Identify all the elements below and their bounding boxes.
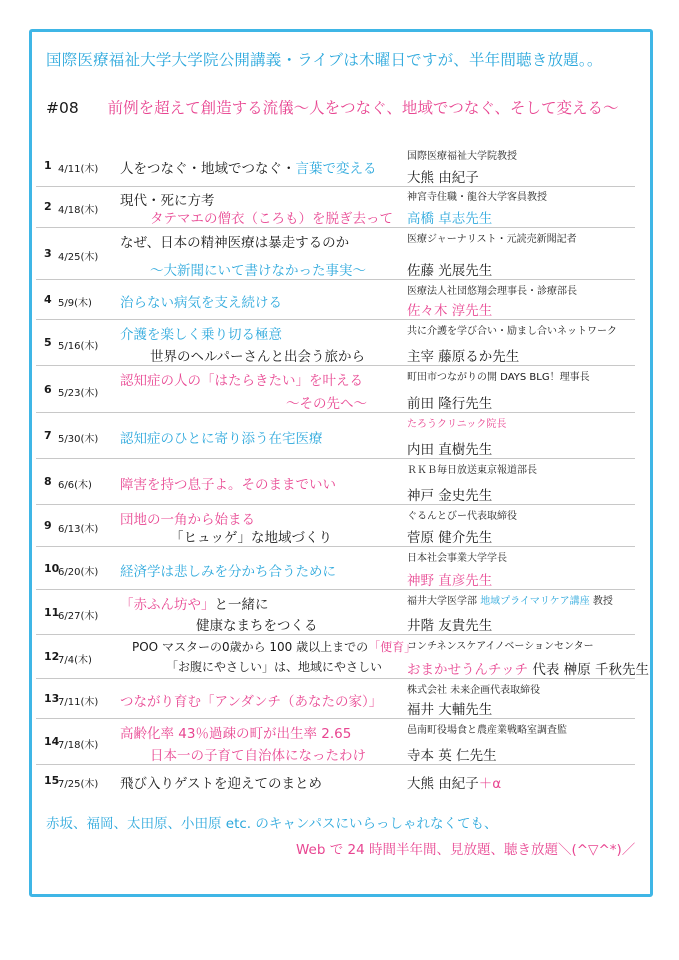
speaker-affiliation — [407, 188, 547, 203]
text-run: 〜大新聞にいて書けなかった事実〜 — [150, 263, 366, 279]
series-subtitle — [46, 96, 619, 118]
speaker-affiliation — [407, 415, 506, 430]
speaker-name — [407, 438, 492, 458]
text-run: 前田 隆行先生 — [407, 396, 493, 412]
lecture-row — [36, 145, 641, 187]
text-run: 「便育」 — [368, 640, 417, 654]
text-run: 大熊 由紀子 — [407, 170, 479, 186]
text-run: おまかせうんチッチ — [407, 662, 529, 678]
lecture-number: 11 — [44, 606, 60, 619]
text-run: 「赤ふん坊や」 — [120, 597, 215, 613]
lecture-row — [36, 186, 641, 228]
lecture-date: 5/16(木) — [58, 341, 99, 352]
lecture-subtitle — [150, 744, 366, 764]
text-run: 日本一の子育て自治体になったわけ — [150, 748, 366, 764]
text-run: コンチネンスケアイノベーションセンター — [407, 641, 594, 652]
lecture-title — [120, 690, 382, 710]
text-run: 大熊 由紀子 — [407, 776, 479, 792]
lecture-subtitle — [170, 526, 332, 546]
lecture-title — [120, 722, 351, 742]
lecture-title — [120, 157, 377, 177]
text-run: 認知症のひとに寄り添う在宅医療 — [120, 431, 323, 447]
text-run: 医療ジャーナリスト・元読売新聞記者 — [407, 234, 577, 245]
text-run: 人をつなぐ・地域でつなぐ・ — [120, 161, 296, 177]
text-run: 団地の一角から始まる — [120, 512, 255, 528]
text-run: 福井 大輔先生 — [407, 702, 493, 718]
lecture-row — [36, 547, 641, 590]
lecture-number: 7 — [44, 429, 52, 442]
lecture-date: 6/20(木) — [58, 567, 99, 578]
text-run: ＲＫＢ毎日放送東京報道部長 — [407, 465, 537, 476]
text-run: 邑南町役場食と農産業戦略室調査監 — [407, 725, 567, 736]
lecture-row — [36, 459, 641, 505]
lecture-date: 4/18(木) — [58, 205, 99, 216]
lecture-date: 7/11(木) — [58, 697, 99, 708]
lecture-title — [120, 508, 255, 528]
speaker-affiliation — [407, 461, 537, 476]
speaker-name — [407, 772, 501, 792]
lecture-row — [36, 228, 641, 280]
speaker-affiliation — [407, 147, 517, 162]
text-run: なぜ、日本の精神医療は暴走するのか — [120, 235, 350, 251]
lecture-number: 8 — [44, 475, 52, 488]
lecture-title — [120, 473, 336, 493]
speaker-name — [407, 569, 492, 589]
lecture-row — [36, 280, 641, 320]
lecture-number: 15 — [44, 774, 60, 787]
text-run: 日本社会事業大学学長 — [407, 553, 507, 564]
lecture-row — [36, 590, 641, 635]
speaker-name — [407, 484, 492, 504]
lecture-title — [120, 560, 336, 580]
speaker-affiliation — [407, 230, 577, 245]
text-run: 教授 — [589, 596, 613, 607]
series-title: 前例を超えて創造する流儀〜人をつなぐ、地域でつなぐ、そして変える〜 — [107, 99, 619, 117]
speaker-affiliation — [407, 592, 613, 607]
lecture-number: 14 — [44, 735, 60, 748]
lecture-number: 6 — [44, 383, 52, 396]
text-run: タテマエの僧衣（ころも）を脱ぎ去って — [150, 211, 393, 227]
text-run: 神野 直彦先生 — [407, 573, 493, 589]
text-run: 井階 友貴先生 — [407, 618, 493, 634]
text-run: 障害を持つ息子よ。そのままでいい — [120, 477, 336, 493]
speaker-name — [407, 698, 492, 718]
lecture-title — [132, 638, 416, 655]
text-run: 経済学は悲しみを分かち合うために — [120, 564, 336, 580]
text-run: 医療法人社団悠翔会理事長・診療部長 — [407, 286, 577, 297]
text-run: ぐるんとびー代表取締役 — [407, 511, 517, 522]
text-run: 飛び入りゲストを迎えてのまとめ — [120, 776, 322, 792]
lecture-subtitle — [196, 614, 318, 634]
lecture-date: 7/25(木) — [58, 779, 99, 790]
text-run: 神戸 金史先生 — [407, 488, 493, 504]
lecture-row — [36, 413, 641, 459]
lecture-title — [120, 369, 363, 389]
text-run: 世界のヘルパーさんと出会う旅から — [150, 349, 366, 365]
lecture-number: 2 — [44, 200, 52, 213]
text-run: 代表 榊原 千秋先生 — [528, 662, 649, 678]
text-run: 地域プライマリケア講座 — [480, 596, 590, 607]
text-run: たろうクリニック院長 — [407, 419, 507, 430]
lecture-subtitle — [150, 345, 365, 365]
text-run: 株式会社 未来企画代表取締役 — [407, 685, 541, 696]
text-run: 佐々木 淳先生 — [407, 303, 493, 319]
text-run: 言葉で変える — [295, 161, 377, 177]
lecture-subtitle — [286, 392, 367, 412]
lecture-subtitle — [166, 658, 382, 675]
lecture-date: 7/18(木) — [58, 740, 99, 751]
text-run: 介護を楽しく乗り切る極意 — [120, 327, 282, 343]
text-run: 「ヒュッゲ」な地域づくり — [170, 530, 332, 546]
speaker-name — [407, 259, 492, 279]
speaker-name — [407, 166, 479, 186]
speaker-affiliation — [407, 368, 590, 383]
series-number: #08 — [46, 99, 79, 117]
text-run: 「お腹にやさしい」は、地域にやさしい — [166, 660, 383, 674]
text-run: 健康なまちをつくる — [196, 618, 318, 634]
speaker-name — [407, 299, 492, 319]
text-run: 高齢化率 43％過疎の町が出生率 2.65 — [120, 726, 352, 742]
text-run: 佐藤 光展先生 — [407, 263, 493, 279]
text-run: 〜その先へ〜 — [286, 396, 367, 412]
lecture-number: 5 — [44, 336, 52, 349]
text-run: 町田市つながりの開 DAYS BLG！理事長 — [407, 372, 590, 383]
speaker-affiliation — [407, 681, 540, 696]
footer-line-1: 赤坂、福岡、太田原、小田原 etc. のキャンパスにいらっしゃれなくても、 — [46, 816, 498, 832]
lecture-title — [120, 291, 282, 311]
footer-line-2: Web で 24 時間半年間、見放題、聴き放題＼(^▽^*)／ — [296, 842, 636, 858]
text-run: ＋α — [478, 776, 502, 792]
speaker-name — [407, 658, 649, 678]
speaker-name — [407, 744, 497, 764]
lecture-row — [36, 719, 641, 765]
text-run: 内田 直樹先生 — [407, 442, 493, 458]
text-run: つながり育む「アンダンチ（あなたの家）」 — [120, 694, 383, 710]
lecture-date: 6/27(木) — [58, 611, 99, 622]
speaker-name — [407, 392, 492, 412]
lecture-row — [36, 765, 641, 797]
lecture-date: 4/25(木) — [58, 252, 99, 263]
speaker-affiliation — [407, 637, 594, 652]
text-run: 共に介護を学び合い・励まし合いネットワーク — [407, 326, 617, 337]
lecture-date: 6/6(木) — [58, 480, 92, 491]
lecture-date: 7/4(木) — [58, 655, 92, 666]
text-run: 主宰 藤原るか先生 — [407, 349, 520, 365]
lecture-row — [36, 505, 641, 547]
text-run: 国際医療福祉大学院教授 — [407, 151, 517, 162]
text-run: 寺本 英 仁先生 — [407, 748, 497, 764]
speaker-name — [407, 207, 492, 227]
lecture-title — [120, 231, 349, 251]
page-header: 国際医療福祉大学大学院公開講義・ライブは木曜日ですが、半年間聴き放題。。 — [46, 51, 603, 69]
lecture-date: 5/9(木) — [58, 298, 92, 309]
speaker-affiliation — [407, 507, 517, 522]
lecture-subtitle — [150, 259, 366, 279]
lecture-number: 3 — [44, 247, 52, 260]
speaker-name — [407, 614, 492, 634]
text-run: 治らない病気を支え続ける — [120, 295, 282, 311]
text-run: 高橋 卓志先生 — [407, 211, 493, 227]
lecture-title — [120, 189, 215, 209]
text-run: と一緒に — [214, 597, 269, 613]
speaker-affiliation — [407, 549, 507, 564]
lecture-number: 12 — [44, 650, 60, 663]
speaker-affiliation — [407, 721, 567, 736]
lecture-row — [36, 635, 649, 679]
lecture-date: 5/30(木) — [58, 434, 99, 445]
lecture-title — [120, 772, 322, 792]
speaker-name — [407, 345, 519, 365]
text-run: POO マスターの0歳から 100 歳以上までの — [132, 640, 369, 654]
speaker-affiliation — [407, 282, 577, 297]
lecture-title — [120, 593, 269, 613]
lecture-title — [120, 427, 323, 447]
text-run: 認知症の人の「はたらきたい」を叶える — [120, 373, 363, 389]
lecture-number: 4 — [44, 293, 52, 306]
speaker-name — [407, 526, 492, 546]
lecture-subtitle — [150, 207, 393, 227]
lecture-number: 13 — [44, 692, 60, 705]
lecture-row — [36, 366, 641, 413]
text-run: 菅原 健介先生 — [407, 530, 493, 546]
lecture-date: 6/13(木) — [58, 524, 99, 535]
lecture-row — [36, 320, 641, 366]
text-run: 福井大学医学部 — [407, 596, 481, 607]
lecture-number: 1 — [44, 159, 52, 172]
lecture-row — [36, 679, 641, 719]
text-run: 現代・死に方考 — [120, 193, 215, 209]
lecture-date: 5/23(木) — [58, 388, 99, 399]
lecture-number: 10 — [44, 562, 60, 575]
speaker-affiliation — [407, 322, 617, 337]
lecture-date: 4/11(木) — [58, 164, 99, 175]
lecture-number: 9 — [44, 519, 52, 532]
lecture-title — [120, 323, 282, 343]
text-run: 神宮寺住職・龍谷大学客員教授 — [407, 192, 547, 203]
